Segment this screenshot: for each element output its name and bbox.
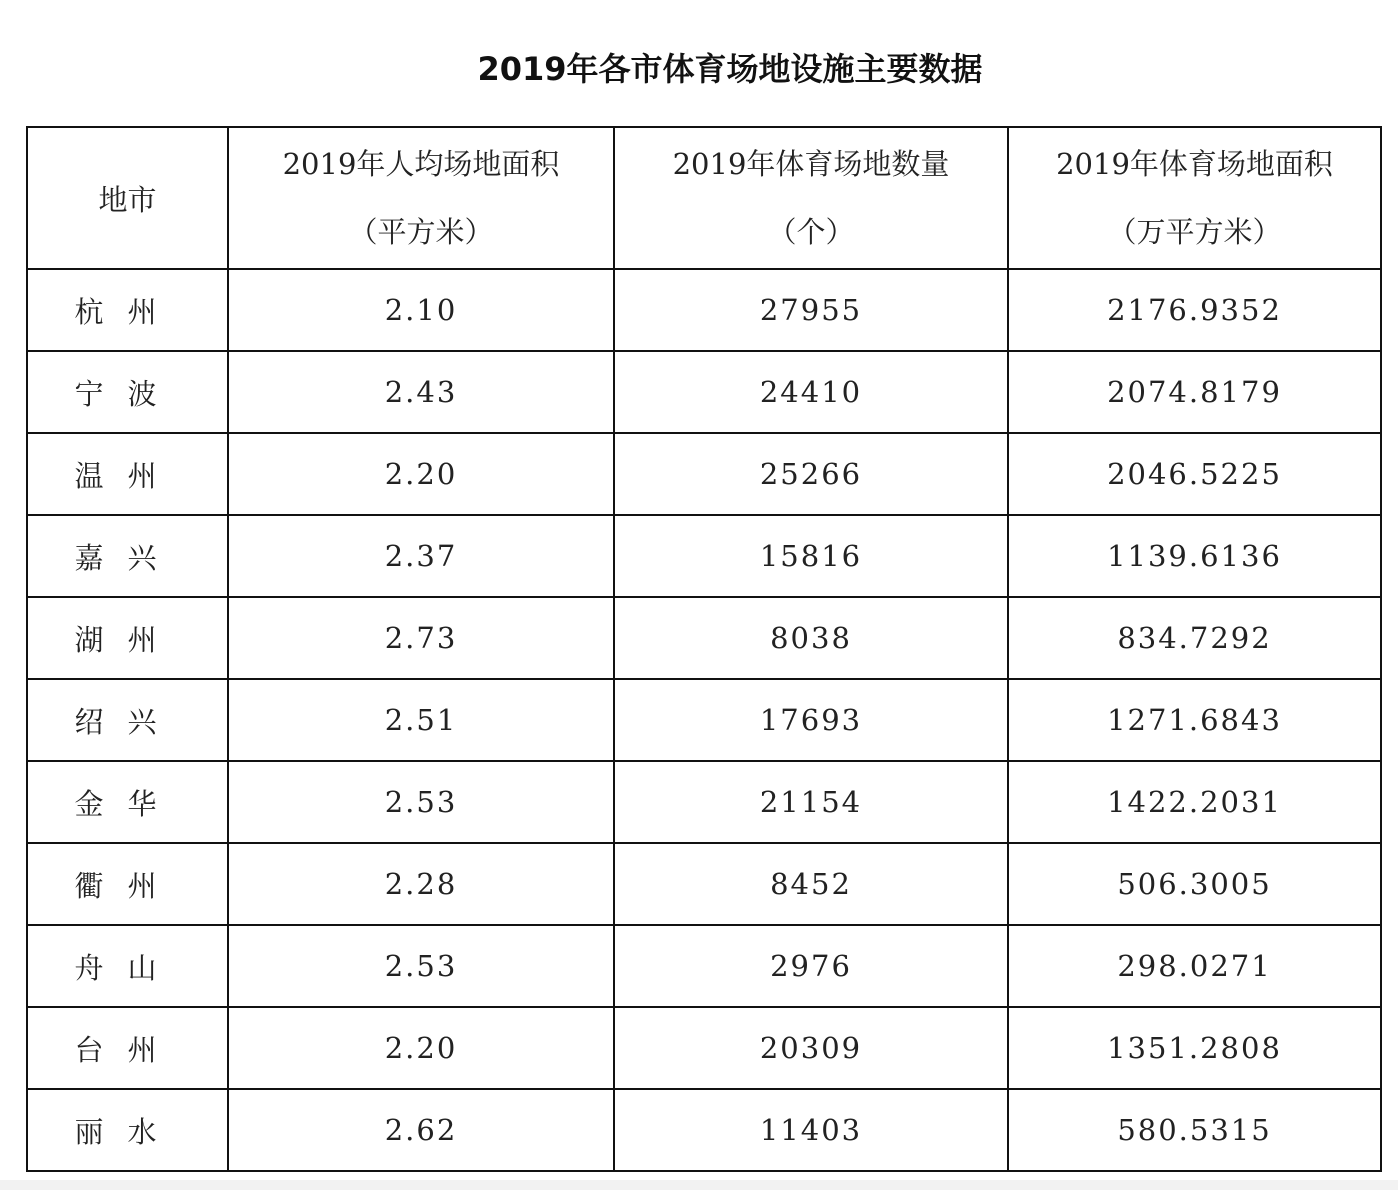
cell-per-capita: 2.62 <box>228 1089 614 1171</box>
cell-count: 20309 <box>614 1007 1008 1089</box>
table-row <box>27 761 1381 843</box>
header-facility-count-label: 2019年体育场地数量 <box>672 147 950 181</box>
header-facility-count <box>614 127 1008 269</box>
header-facility-area-unit: （万平方米） <box>1107 215 1282 249</box>
header-per-capita-area-label: 2019年人均场地面积 <box>282 147 560 181</box>
header-city: 地市 <box>27 127 228 269</box>
cell-count: 17693 <box>614 679 1008 761</box>
cell-per-capita: 2.53 <box>228 925 614 1007</box>
header-per-capita-area-unit: （平方米） <box>348 215 494 249</box>
cell-count: 2976 <box>614 925 1008 1007</box>
cell-per-capita: 2.28 <box>228 843 614 925</box>
cell-per-capita: 2.37 <box>228 515 614 597</box>
cell-city: 宁波 <box>27 351 228 433</box>
cell-count: 24410 <box>614 351 1008 433</box>
header-facility-count-unit: （个） <box>767 215 855 249</box>
cell-city: 温州 <box>27 433 228 515</box>
cell-count: 15816 <box>614 515 1008 597</box>
header-row <box>27 127 1381 269</box>
cell-per-capita: 2.43 <box>228 351 614 433</box>
cell-per-capita: 2.73 <box>228 597 614 679</box>
cell-area: 298.0271 <box>1008 925 1381 1007</box>
cell-area: 1351.2808 <box>1008 1007 1381 1089</box>
cell-area: 2046.5225 <box>1008 433 1381 515</box>
table-row <box>27 1089 1381 1171</box>
table-row <box>27 269 1381 351</box>
cell-city: 丽水 <box>27 1089 228 1171</box>
table-row <box>27 433 1381 515</box>
table-row <box>27 679 1381 761</box>
cell-area: 2176.9352 <box>1008 269 1381 351</box>
cell-area: 834.7292 <box>1008 597 1381 679</box>
cell-city: 台州 <box>27 1007 228 1089</box>
cell-city: 衢州 <box>27 843 228 925</box>
cell-count: 25266 <box>614 433 1008 515</box>
cell-city: 湖州 <box>27 597 228 679</box>
cell-per-capita: 2.53 <box>228 761 614 843</box>
header-facility-area <box>1008 127 1381 269</box>
table-row <box>27 597 1381 679</box>
cell-city: 绍兴 <box>27 679 228 761</box>
cell-per-capita: 2.20 <box>228 1007 614 1089</box>
table-row <box>27 351 1381 433</box>
cell-per-capita: 2.51 <box>228 679 614 761</box>
cell-count: 21154 <box>614 761 1008 843</box>
cell-count: 8038 <box>614 597 1008 679</box>
cell-city: 杭州 <box>27 269 228 351</box>
cell-city: 金华 <box>27 761 228 843</box>
header-facility-area-label: 2019年体育场地面积 <box>1056 147 1333 181</box>
cell-count: 11403 <box>614 1089 1008 1171</box>
table-row <box>27 515 1381 597</box>
cell-city: 舟山 <box>27 925 228 1007</box>
cell-area: 580.5315 <box>1008 1089 1381 1171</box>
cell-area: 1422.2031 <box>1008 761 1381 843</box>
table-row <box>27 925 1381 1007</box>
cell-per-capita: 2.10 <box>228 269 614 351</box>
cell-area: 1139.6136 <box>1008 515 1381 597</box>
table-row <box>27 1007 1381 1089</box>
table-title: 2019年各市体育场地设施主要数据 <box>477 50 983 88</box>
cell-count: 8452 <box>614 843 1008 925</box>
cell-per-capita: 2.20 <box>228 433 614 515</box>
data-table <box>26 126 1382 1172</box>
cell-count: 27955 <box>614 269 1008 351</box>
cell-city: 嘉兴 <box>27 515 228 597</box>
header-per-capita-area <box>228 127 614 269</box>
bottom-divider <box>0 1180 1398 1190</box>
table-row <box>27 843 1381 925</box>
cell-area: 1271.6843 <box>1008 679 1381 761</box>
cell-area: 506.3005 <box>1008 843 1381 925</box>
cell-area: 2074.8179 <box>1008 351 1381 433</box>
